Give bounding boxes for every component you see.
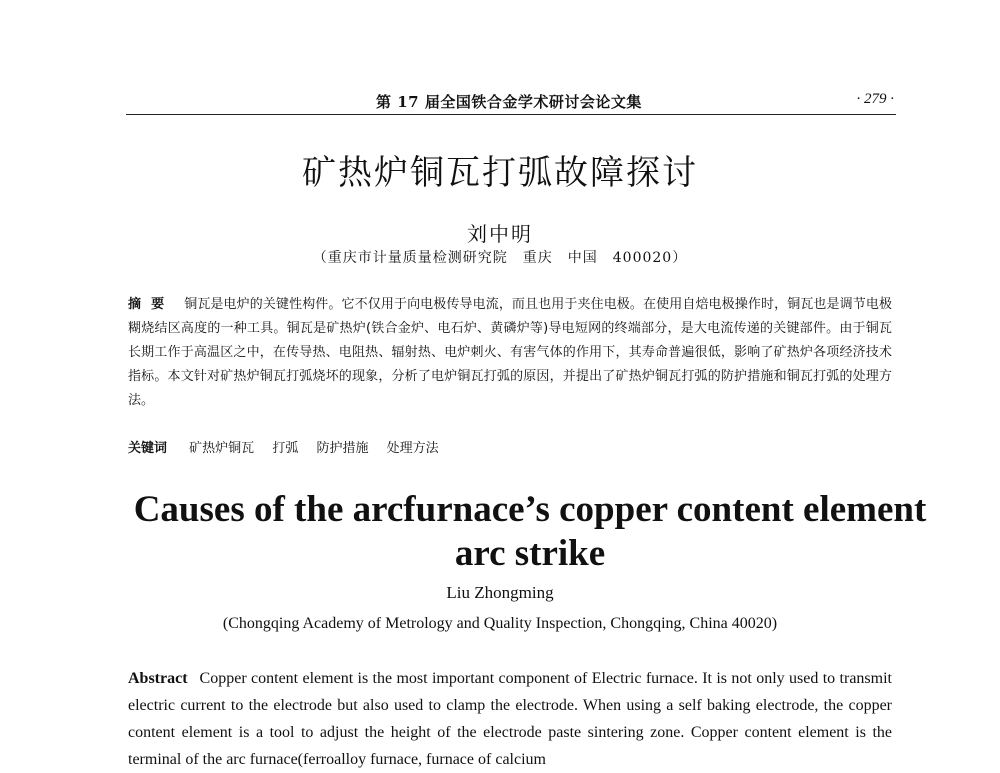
chinese-author: 刘中明 bbox=[467, 222, 533, 246]
chinese-abstract bbox=[128, 293, 892, 413]
chinese-abstract-text: 铜瓦是电炉的关键性构件。它不仅用于向电极传导电流，而且也用于夹住电极。在使用自焙电极操作时，铜瓦也是调节电极糊烧结区高度的一种工具。铜瓦是矿热炉(铁合金炉、电石炉、黄磷炉等)导电短网的终端部分，是大电流传递的关键部件。由于铜瓦长期工作于高温区之中，在传导热、电阻热、辐射热、电炉刺火、有害气体的作用下，其寿命普遍很低，影响了矿热炉各项经济技术指标。本文针对矿热炉铜瓦打弧烧坏的现象，分析了电炉铜瓦打弧的原因，并提出了矿热炉铜瓦打弧的防护措施和铜瓦打弧的处理方法。 bbox=[128, 297, 892, 408]
page-number: · 279 · bbox=[856, 91, 894, 107]
chinese-keywords-label: 关键词 bbox=[128, 441, 168, 456]
chinese-keywords bbox=[128, 438, 892, 460]
chinese-abstract-label: 摘要 bbox=[128, 297, 175, 312]
english-abstract-label: Abstract bbox=[128, 670, 188, 687]
english-abstract-text: Copper content element is the most important component of Electric furnace. It is not only used to transmit electric current to the electrode but also used to clamp the electrode. When using a self baking electrode, the copper content element is a tool to adjust the height of the electrode paste sintering zone. Copper content element is the terminal of the arc furnace(ferroalloy furnace, furnace of calcium bbox=[128, 670, 892, 768]
keyword: 处理方法 bbox=[386, 441, 439, 456]
chinese-title: 矿热炉铜瓦打弧故障探讨 bbox=[302, 153, 698, 193]
english-author: Liu Zhongming bbox=[446, 583, 554, 602]
keyword: 打弧 bbox=[272, 441, 299, 456]
english-title: Causes of the arcfurnace’s copper content element arc strike bbox=[133, 489, 927, 574]
english-abstract bbox=[128, 665, 892, 773]
journal-title: 第 17 届全国铁合金学术研讨会论文集 bbox=[376, 93, 642, 111]
english-affiliation: (Chongqing Academy of Metrology and Quality Inspection, Chongqing, China 40020) bbox=[222, 615, 778, 632]
keyword: 矿热炉铜瓦 bbox=[189, 441, 255, 456]
keyword: 防护措施 bbox=[316, 441, 369, 456]
chinese-affiliation: （重庆市计量质量检测研究院 重庆 中国 400020） bbox=[312, 250, 688, 266]
running-header bbox=[126, 88, 896, 115]
